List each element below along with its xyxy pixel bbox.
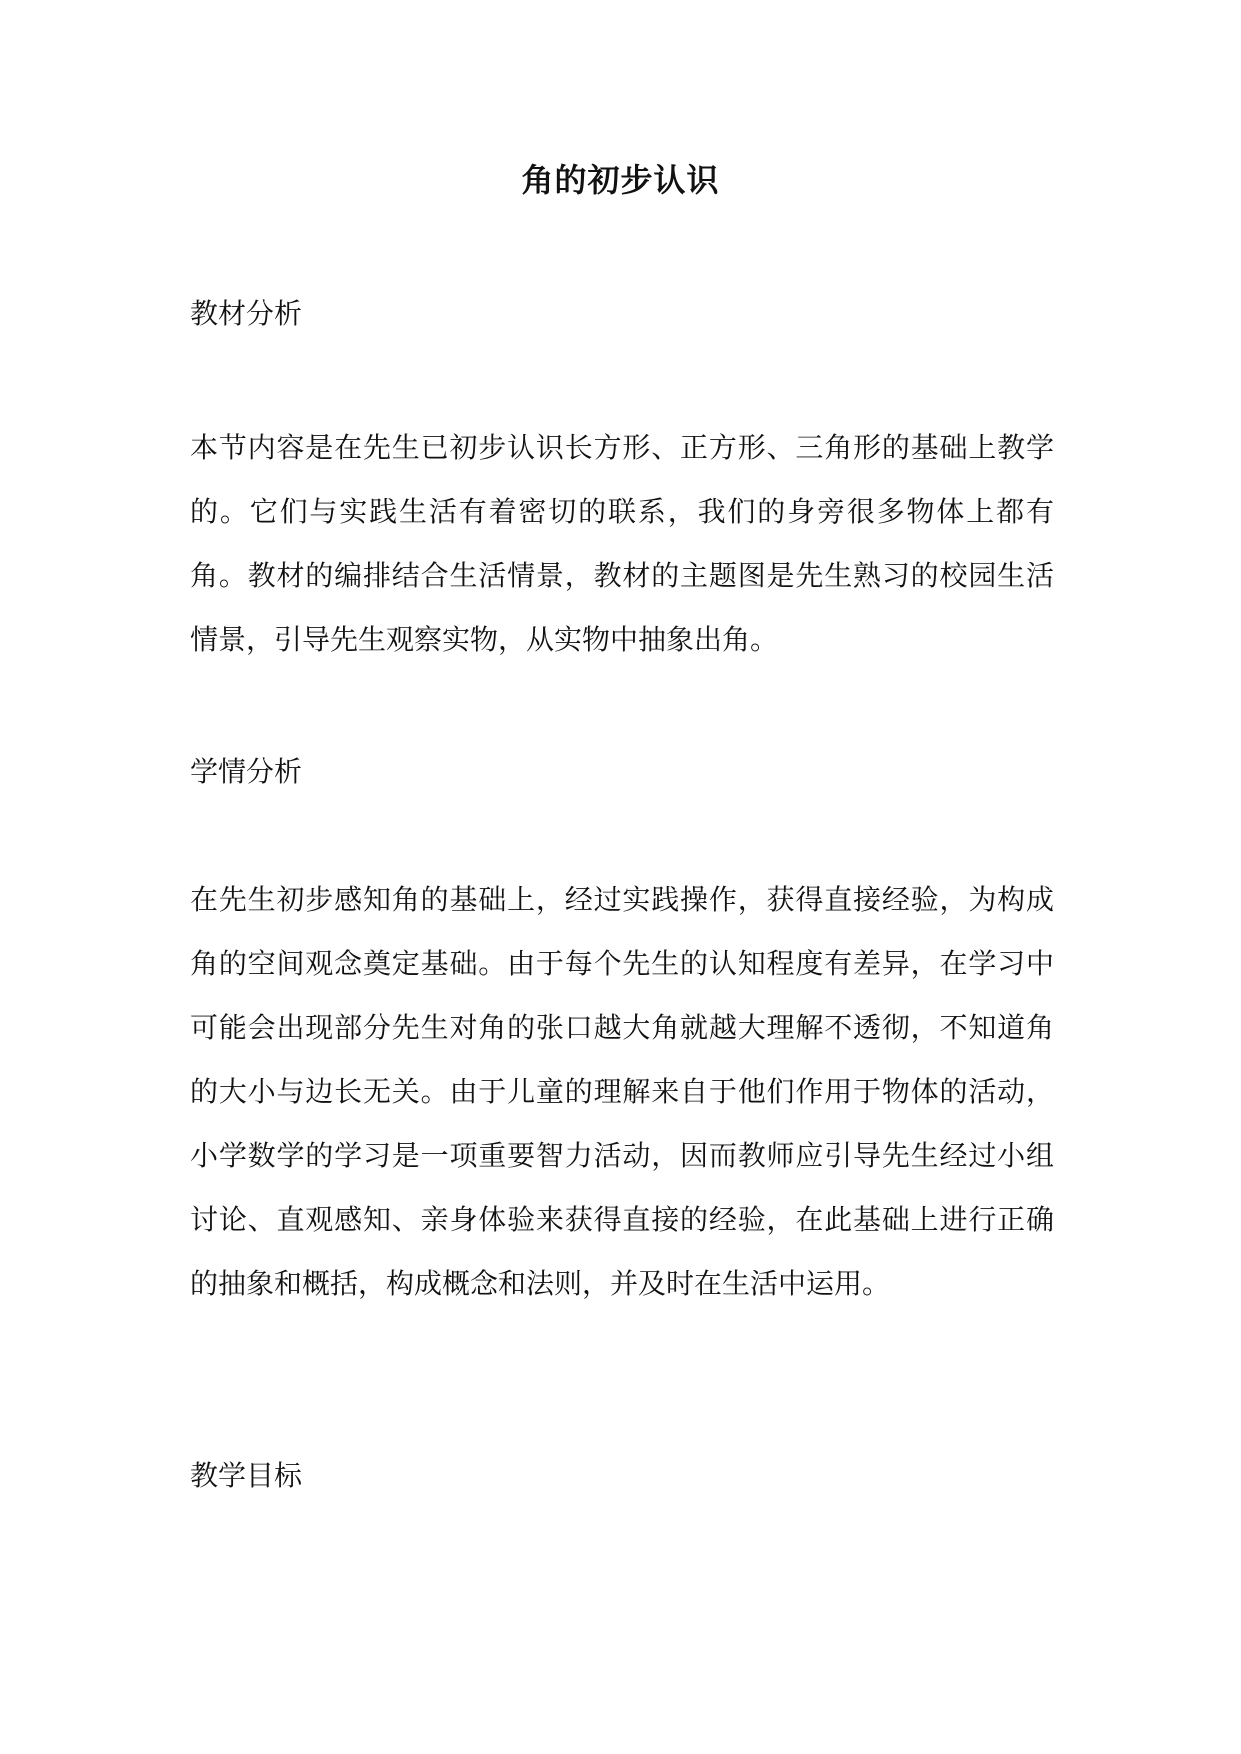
section-heading-teaching-goals: 教学目标 [190,1459,303,1492]
section-heading-textbook-analysis: 教材分析 [190,297,303,330]
section-paragraph-textbook-analysis: 本节内容是在先生已初步认识长方形、正方形、三角形的基础上教学的。它们与实践生活有着密切的联系，我们的身旁很多物体上都有角。教材的编排结合生活情景，教材的主题图是先生熟习的校园生活情景，引导先生观察实物，从实物中抽象出角。 [190,431,1054,656]
section-paragraph-student-analysis: 在先生初步感知角的基础上，经过实践操作，获得直接经验，为构成角的空间观念奠定基础。由于每个先生的认知程度有差异，在学习中可能会出现部分先生对角的张口越大角就越大理解不透彻，不知道角的大小与边长无关。由于儿童的理解来自于他们作用于物体的活动，小学数学的学习是一项重要智力活动，因而教师应引导先生经过小组讨论、直观感知、亲身体验来获得直接的经验，在此基础上进行正确的抽象和概括，构成概念和法则，并及时在生活中运用。 [190,883,1054,1300]
section-heading-student-analysis: 学情分析 [190,755,303,788]
document-title: 角的初步认识 [521,161,720,199]
